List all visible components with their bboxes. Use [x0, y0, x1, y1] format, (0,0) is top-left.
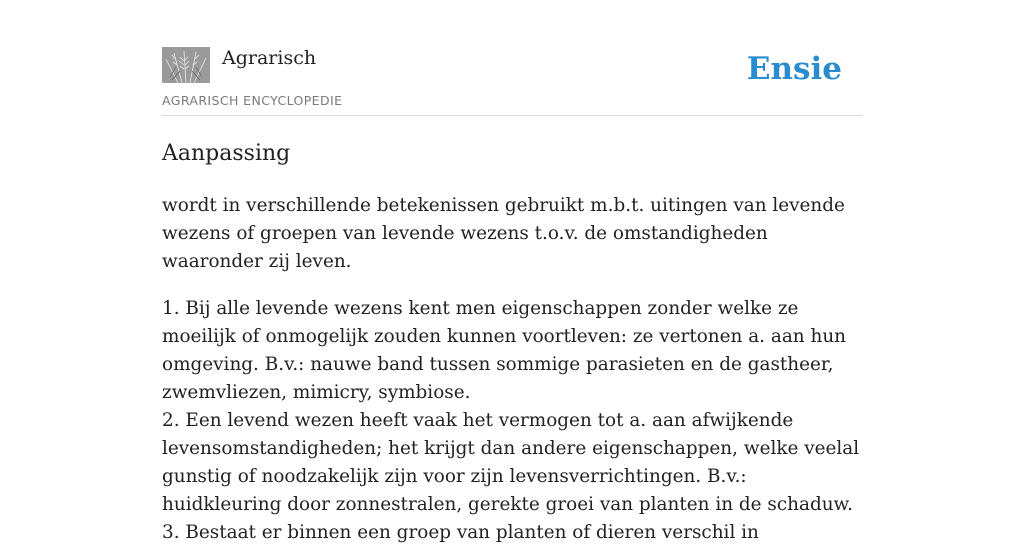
article-intro: wordt in verschillende betekenissen gebruikt m.b.t. uitingen van levende wezens of groepen van levende wezens t.o.v. de omstandigheden waaronder zij leven. [162, 195, 845, 272]
brand-logo[interactable]: Ensie [746, 51, 842, 87]
source-subtitle: AGRARISCH ENCYCLOPEDIE [162, 93, 343, 108]
article-point: 1. Bij alle levende wezens kent men eigenschappen zonder welke ze moeilijk of onmogelijk zouden kunnen voortleven: ze vertonen a. aan hun omgeving. B.v.: nauwe band tussen sommige parasieten en de gastheer, zwemvliezen, mimicry, symbiose. [162, 298, 847, 403]
page [162, 0, 862, 543]
wheat-engraving-icon [162, 47, 210, 83]
source-avatar[interactable] [162, 47, 210, 83]
source-name[interactable]: Agrarisch [222, 47, 317, 69]
article-point: 2. Een levend wezen heeft vaak het vermogen tot a. aan afwijkende levensomstandigheden; het krijgt dan andere eigenschappen, welke veelal gunstig of noodzakelijk zijn voor zijn levensverrichtingen. B.v.: huidkleuring door zonnestralen, gerekte groei van planten in de schaduw. [162, 410, 860, 515]
article-points [162, 295, 864, 547]
article-title: Aanpassing [162, 141, 291, 166]
article-body [162, 192, 864, 547]
header [162, 0, 862, 116]
article-point: 3. Bestaat er binnen een groep van planten of dieren verschil in [162, 522, 759, 543]
